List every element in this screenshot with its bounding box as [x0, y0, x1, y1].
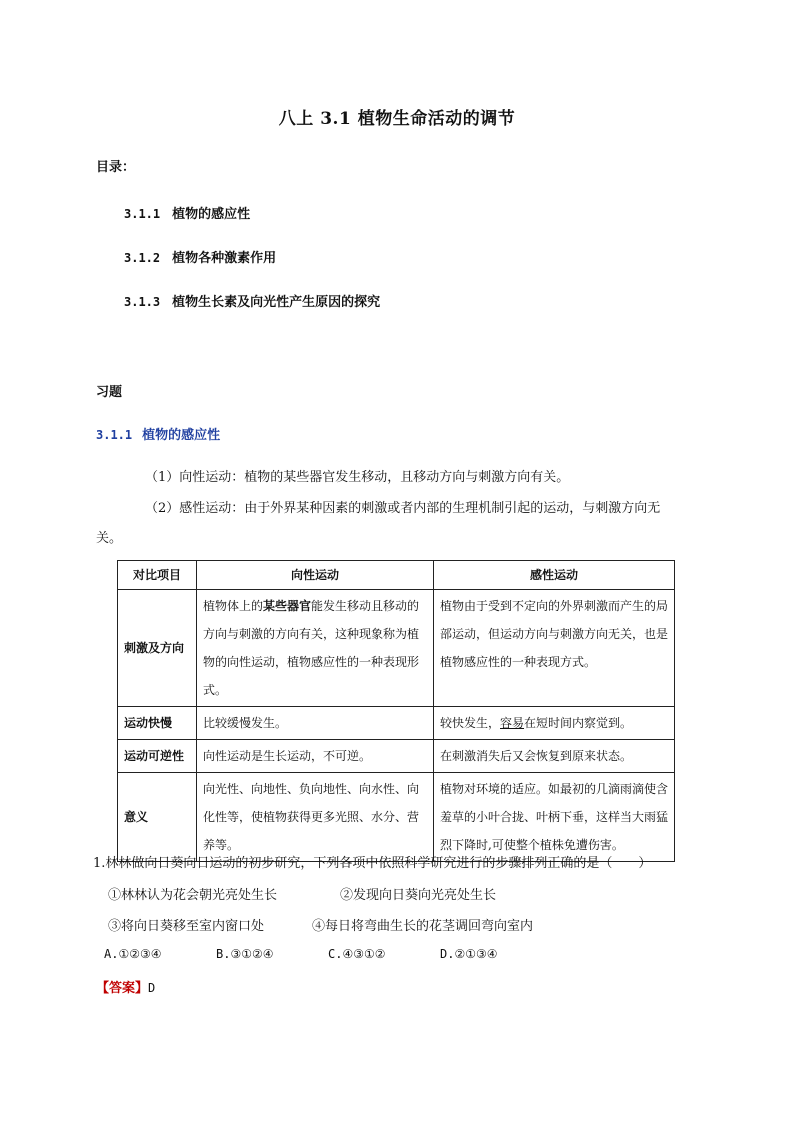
table-cell	[197, 590, 434, 707]
paragraph-nastic-movement: （2）感性运动：由于外界某种因素的刺激或者内部的生理机制引起的运动，与刺激方向无	[145, 501, 661, 516]
question-stem: 1.林林做向日葵向日运动的初步研究，下列各项中依照科学研究进行的步骤排列正确的是（ ）	[93, 856, 652, 871]
cell-text: 能发生移动且移动的方向与刺激的方向有关，这种现象称为植物的向性运动，植物感应性的一种表现形式。	[203, 599, 420, 697]
table-row	[118, 773, 675, 862]
cell-underlined-text: 容易	[500, 716, 525, 730]
table-header-cell: 向性运动	[197, 561, 434, 590]
question-step: ②发现向日葵向光亮处生长	[340, 888, 497, 903]
exercises-heading: 习题	[96, 385, 123, 400]
table-cell: 向光性、向地性、负向地性、向水性、向化性等，使植物获得更多光照、水分、营养等。	[197, 773, 434, 862]
table-cell: 植物由于受到不定向的外界刺激而产生的局部运动，但运动方向与刺激方向无关，也是植物感应性的一种表现方式。	[434, 590, 675, 707]
toc-item-number: 3.1.1	[124, 207, 161, 221]
cell-text: 较快发生，	[440, 716, 501, 730]
row-label: 运动快慢	[118, 707, 197, 740]
row-label: 刺激及方向	[118, 590, 197, 707]
toc-item-label: 植物各种激素作用	[172, 251, 277, 266]
answer-line	[96, 977, 155, 996]
table-cell: 向性运动是生长运动，不可逆。	[197, 740, 434, 773]
option-d[interactable]: D.②①③④	[440, 947, 498, 961]
table-header-row	[118, 561, 675, 590]
section-heading	[96, 424, 220, 443]
cell-text: 在短时间内察觉到。	[524, 716, 633, 730]
question-step: ③将向日葵移至室内窗口处	[108, 919, 265, 934]
table-header-cell: 感性运动	[434, 561, 675, 590]
toc-item[interactable]	[124, 247, 276, 266]
table-row	[118, 590, 675, 707]
toc-item-number: 3.1.3	[124, 295, 161, 309]
option-a[interactable]: A.①②③④	[104, 947, 162, 961]
option-c[interactable]: C.④③①②	[328, 947, 386, 961]
question-step: ①林林认为花会朝光亮处生长	[108, 888, 278, 903]
cell-text: 植物体上的	[203, 599, 264, 613]
row-label: 运动可逆性	[118, 740, 197, 773]
row-label: 意义	[118, 773, 197, 862]
table-row	[118, 740, 675, 773]
table-cell: 比较缓慢发生。	[197, 707, 434, 740]
table-row	[118, 707, 675, 740]
section-label: 植物的感应性	[142, 428, 221, 443]
option-b[interactable]: B.③①②④	[216, 947, 274, 961]
toc-item[interactable]	[124, 291, 380, 310]
question-step: ④每日将弯曲生长的花茎调回弯向室内	[312, 919, 534, 934]
table-cell: 植物对环境的适应。如最初的几滴雨滴使含羞草的小叶合拢、叶柄下垂，这样当大雨猛烈下降时,可使整个植株免遭伤害。	[434, 773, 675, 862]
section-number: 3.1.1	[96, 428, 133, 442]
toc-item-label: 植物生长素及向光性产生原因的探究	[172, 295, 381, 310]
toc-heading: 目录：	[96, 160, 136, 175]
table-cell	[434, 707, 675, 740]
paragraph-nastic-movement-cont: 关。	[96, 531, 123, 546]
answer-value: D	[148, 981, 156, 995]
comparison-table	[117, 560, 675, 862]
paragraph-directional-movement: （1）向性运动：植物的某些器官发生移动，且移动方向与刺激方向有关。	[145, 470, 570, 485]
answer-tag: 【答案】	[96, 981, 149, 996]
table-header-cell: 对比项目	[118, 561, 197, 590]
cell-bold-text: 某些器官	[263, 599, 312, 613]
page-title: 八上 3.1 植物生命活动的调节	[278, 109, 516, 129]
toc-item-number: 3.1.2	[124, 251, 161, 265]
toc-item-label: 植物的感应性	[172, 207, 251, 222]
table-cell: 在刺激消失后又会恢复到原来状态。	[434, 740, 675, 773]
toc-item[interactable]	[124, 203, 250, 222]
